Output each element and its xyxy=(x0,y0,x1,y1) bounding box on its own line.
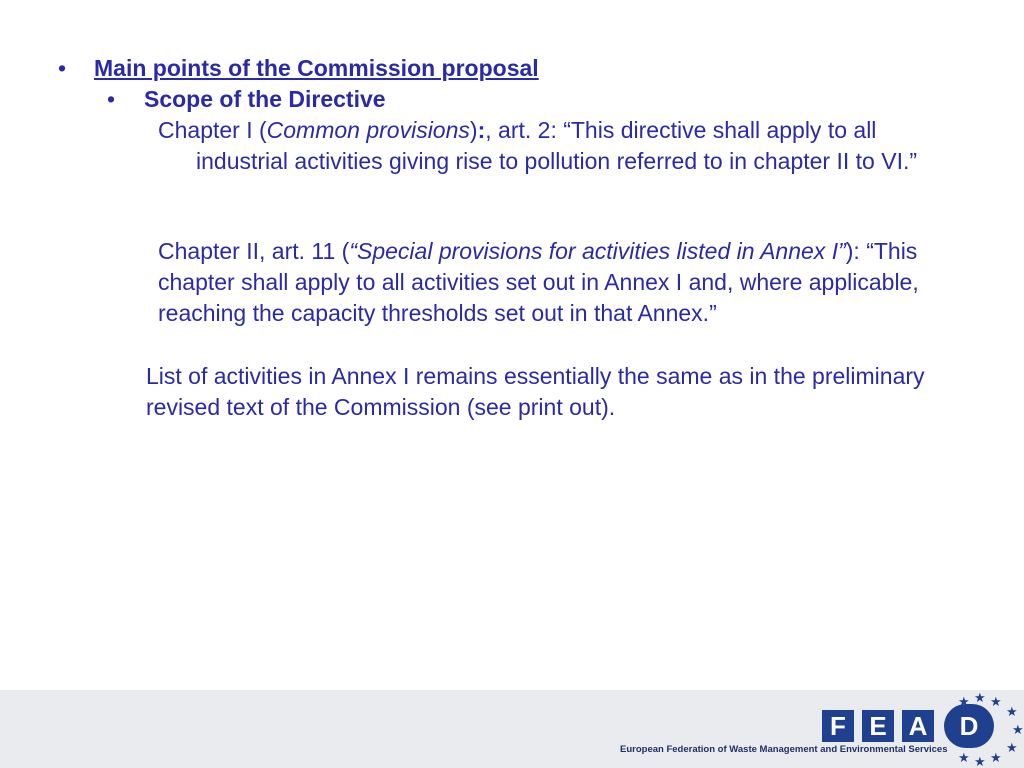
p1-continuation: industrial activities giving rise to pollution referred to in chapter II to VI.” xyxy=(196,148,918,174)
svg-text:★: ★ xyxy=(974,691,986,706)
logo-letter-e: E xyxy=(869,711,887,741)
logo-letter-d: D xyxy=(959,711,979,741)
svg-text:★: ★ xyxy=(1006,741,1018,756)
paragraph-annex-list: List of activities in Annex I remains essentially the same as in the preliminary revised text of the Commission (see print out). xyxy=(146,363,925,420)
subheading xyxy=(107,85,386,113)
p1-prefix: Chapter I ( xyxy=(158,117,267,143)
paragraph-chapter-1 xyxy=(158,115,968,177)
heading xyxy=(58,54,539,82)
paragraph-chapter-2 xyxy=(158,236,968,329)
p1-suffix: , art. 2: “This directive shall apply to all xyxy=(485,117,877,143)
subheading-text: Scope of the Directive xyxy=(144,86,386,112)
svg-text:★: ★ xyxy=(974,755,986,768)
svg-text:★: ★ xyxy=(990,751,1002,766)
svg-text:★: ★ xyxy=(958,751,970,766)
svg-text:★: ★ xyxy=(1006,705,1018,720)
p2-suffix: ): “This chapter shall apply to all activities set out in Annex I and, where applicable, reaching the capacity thresholds set out in that Annex.” xyxy=(158,238,919,326)
eu-stars-icon xyxy=(954,690,1024,768)
svg-text:★: ★ xyxy=(958,695,970,710)
p1-italic: Common provisions xyxy=(266,117,470,143)
logo-letter-a: A xyxy=(908,711,928,741)
p2-prefix: Chapter II, art. 11 ( xyxy=(158,238,350,264)
subheading-bullet: • xyxy=(107,86,116,112)
p1-mid: ) xyxy=(469,117,478,143)
footer-organization-name: European Federation of Waste Management and Environmental Services xyxy=(620,744,948,755)
p1-colon: : xyxy=(477,117,486,143)
p2-italic: “Special provisions for activities listed in Annex I” xyxy=(349,238,846,264)
heading-bullet: • xyxy=(58,55,67,81)
logo-letter-f: F xyxy=(830,711,846,741)
svg-text:★: ★ xyxy=(1012,723,1024,738)
heading-text: Main points of the Commission proposal xyxy=(94,55,539,81)
paragraph-chapter-1-first-line xyxy=(158,115,968,146)
svg-text:★: ★ xyxy=(990,695,1002,710)
